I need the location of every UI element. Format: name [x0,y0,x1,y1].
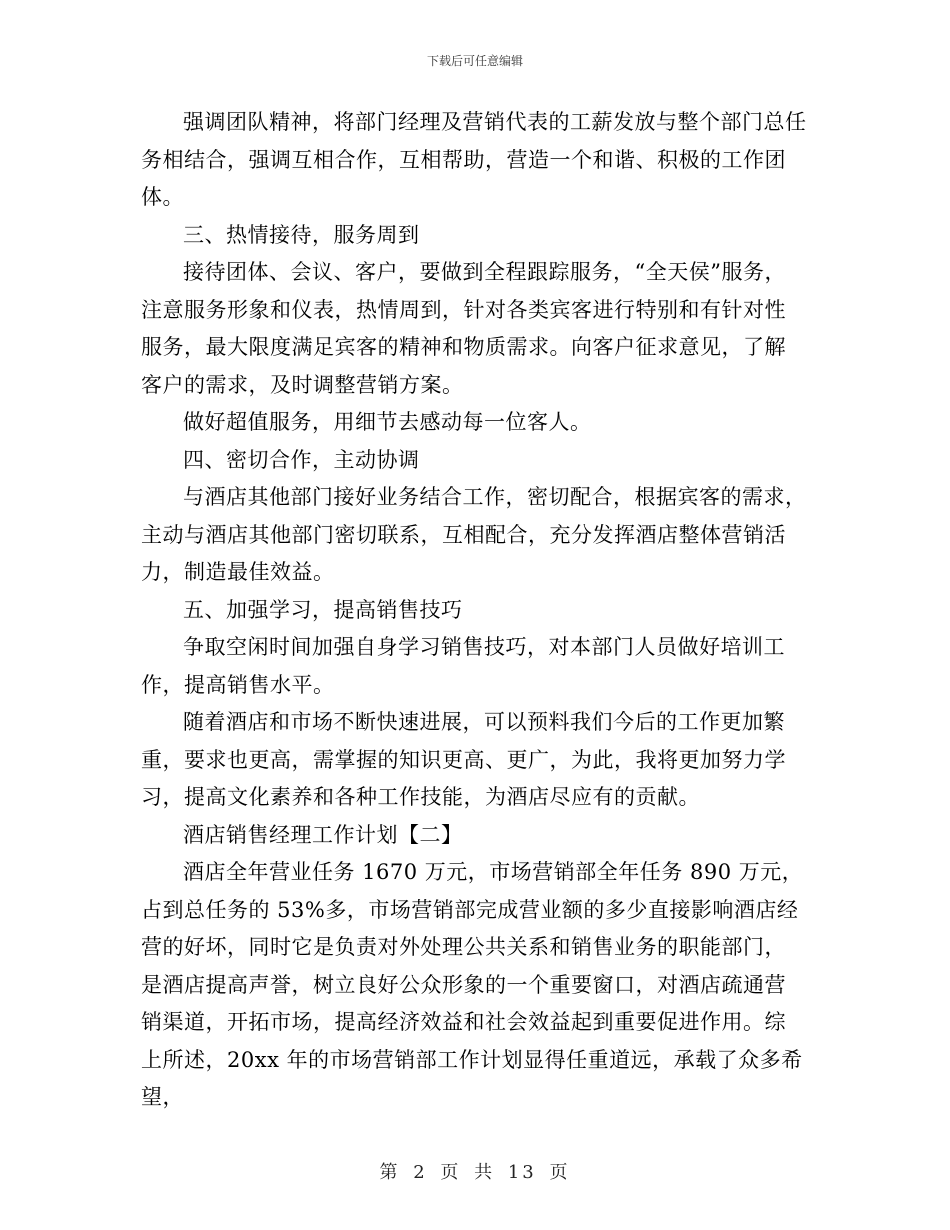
page-number-footer: 第 2 页 共 13 页 [379,1162,571,1183]
document-title: 酒店销售经理工作计划【二】 [183,822,463,847]
paragraph: 争取空闲时间加强自身学习销售技巧，对本部门人员做好培训工作，提高销售水平。 [141,635,785,697]
paragraph: 做好超值服务，用细节去感动每一位客人。 [183,410,592,434]
paragraph: 接待团体、会议、客户，要做到全程跟踪服务，“全天侯”服务，注意服务形象和仪表，热情周到，针对各类宾客进行特别和有针对性服务，最大限度满足宾客的精神和物质需求。向客户征求意见，了解客户的需求，及时调整营销方案。 [141,260,786,397]
paragraph: 酒店全年营业任务 1670 万元，市场营销部全年任务 890 万元，占到总任务的 53%多，市场营销部完成营业额的多少直接影响酒店经营的好坏，同时它是负责对外处理公共关系和销售业务的职能部门，是酒店提高声誉，树立良好公众形象的一个重要窗口，对酒店疏通营销渠道，开拓市场，提高经济效益和社会效益起到重要促进作用。综上所述，20xx 年的市场营销部工作计划显得任重道远，承载了众多希望， [141,860,804,1109]
paragraph: 强调团队精神，将部门经理及营销代表的工薪发放与整个部门总任务相结合，强调互相合作，互相帮助，营造一个和谐、积极的工作团体。 [141,110,807,209]
section-heading: 三、热情接待，服务周到 [183,222,420,247]
paragraph: 随着酒店和市场不断快速进展，可以预料我们今后的工作更加繁重，要求也更高，需掌握的知识更高、更广，为此，我将更加努力学习，提高文化素养和各种工作技能，为酒店尽应有的贡献。 [141,710,786,809]
section-heading: 五、加强学习，提高销售技巧 [183,597,463,622]
paragraph: 与酒店其他部门接好业务结合工作，密切配合，根据宾客的需求，主动与酒店其他部门密切联系，互相配合，充分发挥酒店整体营销活力，制造最佳效益。 [141,485,807,584]
section-heading: 四、密切合作，主动协调 [183,447,420,472]
document-body [141,104,807,1117]
page-header: 下载后可任意编辑 [426,54,523,68]
